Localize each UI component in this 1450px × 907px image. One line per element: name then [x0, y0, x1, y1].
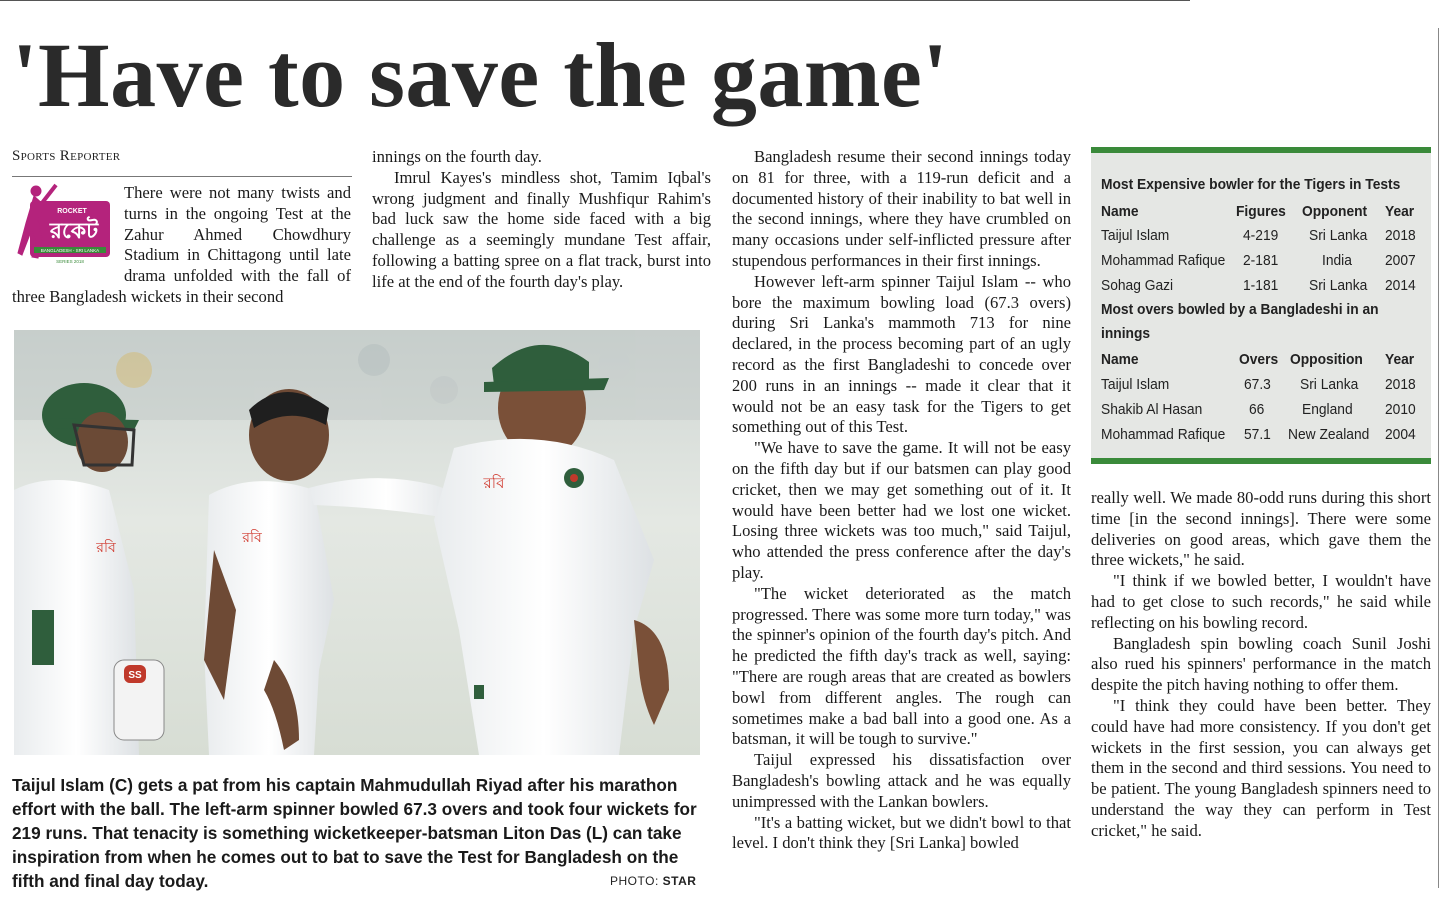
- table-row: [1091, 248, 1431, 273]
- cell-name: Sohag Gazi: [1101, 277, 1174, 294]
- cell-name: Taijul Islam: [1101, 227, 1170, 244]
- paragraph: "It's a batting wicket, but we didn't bowl to that level. I don't think they [Sri Lanka] bowled: [732, 812, 1071, 853]
- paragraph: "We have to save the game. It will not be easy on the fifth day but if our batsmen can play good cricket, then we may get something out of it. It would have been better had we lost one wicket. Losing three wickets was too much," said Taijul, who attended the press conference after the day's play.: [732, 438, 1071, 582]
- paragraph: "I think they could have been better. They could have had more consistency. If you don't get wickets in the first session, you can always get them in the second and third sessions. You need to be patient. The young Bangladesh spinners need to understand the way they can perform in Test cricket," he said.: [1091, 695, 1431, 840]
- cell-opposition: Sri Lanka: [1300, 376, 1359, 393]
- news-photo: [14, 330, 700, 755]
- table-row: [1091, 273, 1431, 298]
- photo-credit-label: PHOTO:: [610, 874, 659, 888]
- cell-year: 2010: [1385, 401, 1416, 418]
- cricket-players-photo: [14, 330, 700, 755]
- svg-text:রবি: রবি: [483, 474, 505, 492]
- table-row: [1091, 397, 1431, 422]
- column-header: Figures: [1236, 203, 1286, 220]
- cell-overs: 66: [1249, 401, 1265, 418]
- column-header: Opponent: [1302, 203, 1368, 220]
- paragraph: "The wicket deteriorated as the match progressed. There was some more turn today," was the spinner's opinion of the fourth day's pitch. And he predicted the fifth day's track as well, saying: "There are rough areas that are created as bowlers bowl from different angles. The rough can sometimes make a bad ball into a good one. As a batsman, it will be tough to survive.": [732, 583, 1071, 749]
- column-header: Name: [1101, 203, 1139, 220]
- svg-text:রবি: রবি: [96, 540, 116, 556]
- stats-table-2-title: Most overs bowled by a Bangladeshi in an: [1101, 301, 1379, 318]
- cell-year: 2018: [1385, 227, 1416, 244]
- table-row: [1091, 223, 1431, 248]
- article-column-4: [1091, 488, 1431, 842]
- svg-text:BANGLADESH - SRI LANKA: BANGLADESH - SRI LANKA: [40, 248, 100, 253]
- stats-table-2-title-cont: innings: [1101, 325, 1151, 342]
- cell-name: Mohammad Rafique: [1101, 252, 1226, 269]
- headline: 'Have to save the game': [12, 24, 949, 126]
- cell-opponent: Sri Lanka: [1309, 277, 1368, 294]
- photo-credit-source: STAR: [662, 874, 697, 888]
- cell-opponent: Sri Lanka: [1309, 227, 1368, 244]
- photo-credit: [610, 874, 696, 888]
- stats-table-1-title: Most Expensive bowler for the Tigers in Tests: [1101, 176, 1401, 193]
- table-row: [1091, 372, 1431, 397]
- svg-text:রকেট: রকেট: [49, 219, 99, 244]
- cell-year: 2018: [1385, 376, 1416, 393]
- cell-overs: 67.3: [1244, 376, 1271, 393]
- column-header: Name: [1101, 351, 1139, 368]
- paragraph: Imrul Kayes's mindless shot, Tamim Iqbal's wrong judgment and finally Mushfiqur Rahim's bad luck saw the home side faced with a big challenge as a seemingly mundane Test affair, following a batting spree on a flat track, burst into life at the end of the fourth day's play.: [372, 167, 711, 291]
- article-column-3: [732, 147, 1071, 854]
- stats-table-1-header: [1091, 199, 1431, 224]
- column-header: Year: [1385, 351, 1415, 368]
- cell-figures: 4-219: [1243, 227, 1279, 244]
- byline: Sports Reporter: [12, 148, 121, 164]
- column-header: Year: [1385, 203, 1415, 220]
- cell-name: Shakib Al Hasan: [1101, 401, 1203, 418]
- paragraph: innings on the fourth day.: [372, 147, 542, 166]
- stats-box: [1091, 147, 1431, 464]
- cell-name: Taijul Islam: [1101, 376, 1170, 393]
- byline-rule: [12, 176, 352, 177]
- svg-text:SERIES 2018: SERIES 2018: [56, 259, 84, 264]
- stats-table-2-header: [1091, 347, 1431, 372]
- cell-overs: 57.1: [1244, 426, 1271, 443]
- cell-opponent: India: [1322, 252, 1352, 269]
- top-rule: [0, 0, 1190, 1]
- svg-text:SS: SS: [128, 670, 142, 681]
- series-logo: [12, 183, 124, 267]
- cell-name: Mohammad Rafique: [1101, 426, 1226, 443]
- intro-paragraph: There were not many twists and turns in the ongoing Test at the Zahur Ahmed Chowdhury Stadium in Chittagong until late drama unfolded with the fall of three Bangladesh wickets in their second: [12, 183, 351, 306]
- column-header: Opposition: [1290, 351, 1363, 368]
- paragraph: really well. We made 80-odd runs during this short time [in the second innings]. There were some deliveries on good areas, which gave them the three wickets," he said.: [1091, 488, 1431, 570]
- article-column-2: [372, 147, 711, 293]
- svg-text:রবি: রবি: [242, 530, 262, 546]
- paragraph: Bangladesh resume their second innings today on 81 for three, with a 119-run deficit and a documented history of their inability to bat well in the second innings, where they have crumbled on many occasions under self-inflicted pressure after stupendous performances in their first innings.: [732, 147, 1071, 270]
- svg-text:ROCKET: ROCKET: [57, 208, 87, 215]
- paragraph: However left-arm spinner Taijul Islam -- who bore the maximum bowling load (67.3 overs) during Sri Lanka's mammoth 713 for nine declared, in the process becoming part of an ugly record as the first Bangladeshi to concede over 200 runs in an innings -- made it clear that it would not be an easy task for the Tigers to get something out of this Test.: [732, 271, 1071, 437]
- cell-opposition: New Zealand: [1288, 426, 1370, 443]
- table-row: [1091, 422, 1431, 447]
- photo-caption: Taijul Islam (C) gets a pat from his captain Mahmudullah Riyad after his marathon effort with the ball. The left-arm spinner bowled 67.3 overs and took four wickets for 219 runs. That tenacity is something wicketkeeper-batsman Liton Das (L) can take inspiration from when he comes out to bat to save the Test for Bangladesh on the fifth and final day today.: [12, 775, 697, 891]
- cell-figures: 1-181: [1243, 277, 1279, 294]
- column-header: Overs: [1239, 351, 1279, 368]
- cell-opposition: England: [1302, 401, 1353, 418]
- intro-column: [12, 183, 351, 308]
- paragraph: Bangladesh spin bowling coach Sunil Joshi also rued his spinners' performance in the match despite the pitch having nothing to offer them.: [1091, 633, 1431, 695]
- cell-figures: 2-181: [1243, 252, 1279, 269]
- paragraph: "I think if we bowled better, I wouldn't have had to get close to such records," he said while reflecting on his bowling record.: [1091, 571, 1431, 632]
- column-rule: [1438, 28, 1439, 888]
- cell-year: 2007: [1385, 252, 1416, 269]
- cell-year: 2014: [1385, 277, 1416, 294]
- paragraph: Taijul expressed his dissatisfaction over Bangladesh's bowling attack and he was equally unimpressed with the Lankan bowlers.: [732, 750, 1071, 811]
- cell-year: 2004: [1385, 426, 1416, 443]
- cricket-batsman-icon: [12, 183, 112, 269]
